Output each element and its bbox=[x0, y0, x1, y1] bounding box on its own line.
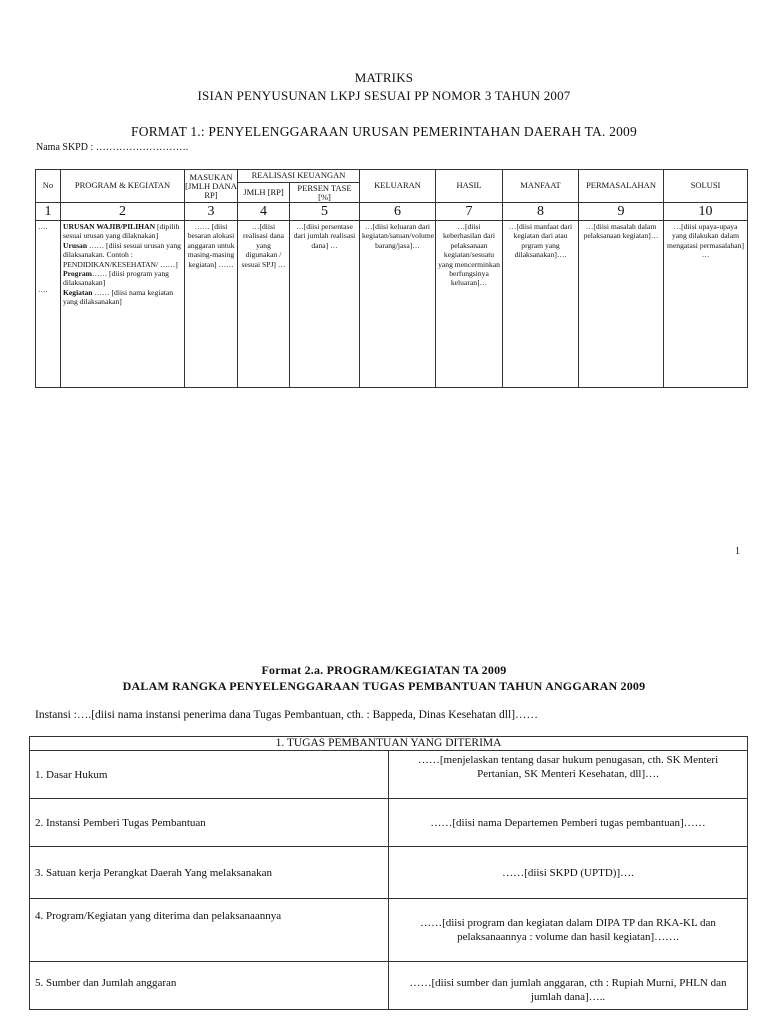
column-number: 7 bbox=[436, 203, 503, 221]
header-no: No bbox=[36, 170, 61, 203]
row-label-instansi-pemberi: 2. Instansi Pemberi Tugas Pembantuan bbox=[30, 799, 389, 847]
row-value-satuan-kerja: ……[diisi SKPD (UPTD)]…. bbox=[389, 847, 748, 899]
header-manfaat: MANFAAT bbox=[503, 170, 579, 203]
kegiatan-desc: …… [diisi nama kegiatan yang dilaksanakan] bbox=[63, 287, 174, 307]
column-number: 3 bbox=[185, 203, 238, 221]
header-jmlh: JMLH [RP] bbox=[238, 183, 290, 203]
cell-program-kegiatan bbox=[61, 221, 185, 388]
format-1-table bbox=[35, 169, 748, 388]
cell-masukan: …… [diisi besaran alokasi anggaran untuk masing-masing kegiatan] …… bbox=[185, 221, 238, 388]
urusan-wajib-label: URUSAN WAJIB/PILIHAN bbox=[63, 222, 156, 231]
column-number: 6 bbox=[360, 203, 436, 221]
row-value-program-kegiatan: ……[diisi program dan kegiatan dalam DIPA TP dan RKA-KL dan pelaksanaannya : volume dan hasil kegiatan]……. bbox=[389, 899, 748, 962]
kegiatan-label: Kegiatan bbox=[63, 287, 93, 297]
matrix-title: MATRIKS bbox=[354, 70, 414, 85]
column-number: 9 bbox=[579, 203, 664, 221]
header-solusi: SOLUSI bbox=[664, 170, 748, 203]
column-number: 8 bbox=[503, 203, 579, 221]
header-realisasi-keuangan: REALISASI KEUANGAN bbox=[238, 170, 360, 183]
cell-hasil: …[diisi keberhasilan dari pelaksanaan kegiatan/sesuatu yang mencerminkan berfungsinya keluaran]… bbox=[436, 221, 503, 388]
row-label-sumber-anggaran: 5. Sumber dan Jumlah anggaran bbox=[30, 962, 389, 1010]
row-value-dasar-hukum: ……[menjelaskan tentang dasar hukum penugasan, cth. SK Menteri Pertanian, SK Menteri Kesehatan, dll]…. bbox=[389, 751, 748, 799]
row-label-satuan-kerja: 3. Satuan kerja Perangkat Daerah Yang melaksanakan bbox=[30, 847, 389, 899]
urusan-label: Urusan bbox=[63, 240, 88, 250]
cell-persentase: …[diisi persentase dari jumlah realisasi dana] … bbox=[290, 221, 360, 388]
row-value-instansi-pemberi: ……[diisi nama Departemen Pemberi tugas pembantuan]…… bbox=[389, 799, 748, 847]
column-number: 2 bbox=[61, 203, 185, 221]
row-label-program-kegiatan: 4. Program/Kegiatan yang diterima dan pelaksanaannya bbox=[30, 899, 389, 962]
row-value-sumber-anggaran: ……[diisi sumber dan jumlah anggaran, cth : Rupiah Murni, PHLN dan jumlah dana]….. bbox=[389, 962, 748, 1010]
format-2a-title: Format 2.a. PROGRAM/KEGIATAN TA 2009 bbox=[261, 663, 507, 677]
header-persentase: PERSEN TASE [%] bbox=[290, 183, 360, 203]
row-label-dasar-hukum: 1. Dasar Hukum bbox=[30, 751, 389, 799]
instansi-label: Instansi :….[diisi nama instansi penerima dana Tugas Pembantuan, cth. : Bappeda, Dinas Kesehatan dll]…… bbox=[35, 709, 539, 721]
format-1-title: FORMAT 1.: PENYELENGGARAAN URUSAN PEMERINTAHAN DAERAH TA. 2009 bbox=[131, 124, 637, 139]
page-number: 1 bbox=[735, 546, 740, 557]
header-masukan: MASUKAN [JMLH DANA RP] bbox=[185, 170, 238, 203]
header-permasalahan: PERMASALAHAN bbox=[579, 170, 664, 203]
format-2a-subtitle: DALAM RANGKA PENYELENGGARAAN TUGAS PEMBANTUAN TAHUN ANGGARAN 2009 bbox=[122, 679, 646, 693]
cell-jmlh: …[diisi realisasi dana yang digunakan / sesuai SPJ] … bbox=[238, 221, 290, 388]
cell-keluaran: …[diisi keluaran dari kegiatan/satuan/volume barang/jasa]… bbox=[360, 221, 436, 388]
cell-solusi: …[diisi upaya-upaya yang dilakukan dalam mengatasi permasalahan] … bbox=[664, 221, 748, 388]
urusan-wajib-desc: [dipilih sesuai urusan yang dilaknakan] bbox=[63, 222, 180, 241]
header-hasil: HASIL bbox=[436, 170, 503, 203]
column-number: 5 bbox=[290, 203, 360, 221]
nama-skpd-label: Nama SKPD : ………………………. bbox=[36, 142, 189, 153]
cell-permasalahan: …[diisi masalah dalam pelaksanaan kegiatan]… bbox=[579, 221, 664, 388]
header-program-kegiatan: PROGRAM & KEGIATAN bbox=[61, 170, 185, 203]
header-keluaran: KELUARAN bbox=[360, 170, 436, 203]
cell-manfaat: …[diisi manfaat dari kegiatan dari atau prgram yang dilaksanakan]…. bbox=[503, 221, 579, 388]
urusan-desc: …… [diisi sesuai urusan yang dilaksanakan. Contoh : PENDIDIKAN/KESEHATAN/ ……] bbox=[63, 240, 181, 269]
row-number-b: …. bbox=[38, 285, 48, 295]
section-header: 1. TUGAS PEMBANTUAN YANG DITERIMA bbox=[30, 737, 748, 751]
column-number: 10 bbox=[664, 203, 748, 221]
program-label: Program bbox=[63, 269, 92, 279]
program-desc: …… [diisi program yang dilaksanakan] bbox=[63, 269, 169, 288]
row-number-a: …. bbox=[38, 222, 48, 231]
tugas-pembantuan-table bbox=[29, 736, 748, 1010]
column-number: 4 bbox=[238, 203, 290, 221]
cell-no bbox=[36, 221, 61, 388]
matrix-subtitle: ISIAN PENYUSUNAN LKPJ SESUAI PP NOMOR 3 TAHUN 2007 bbox=[197, 88, 571, 103]
column-number: 1 bbox=[36, 203, 61, 221]
